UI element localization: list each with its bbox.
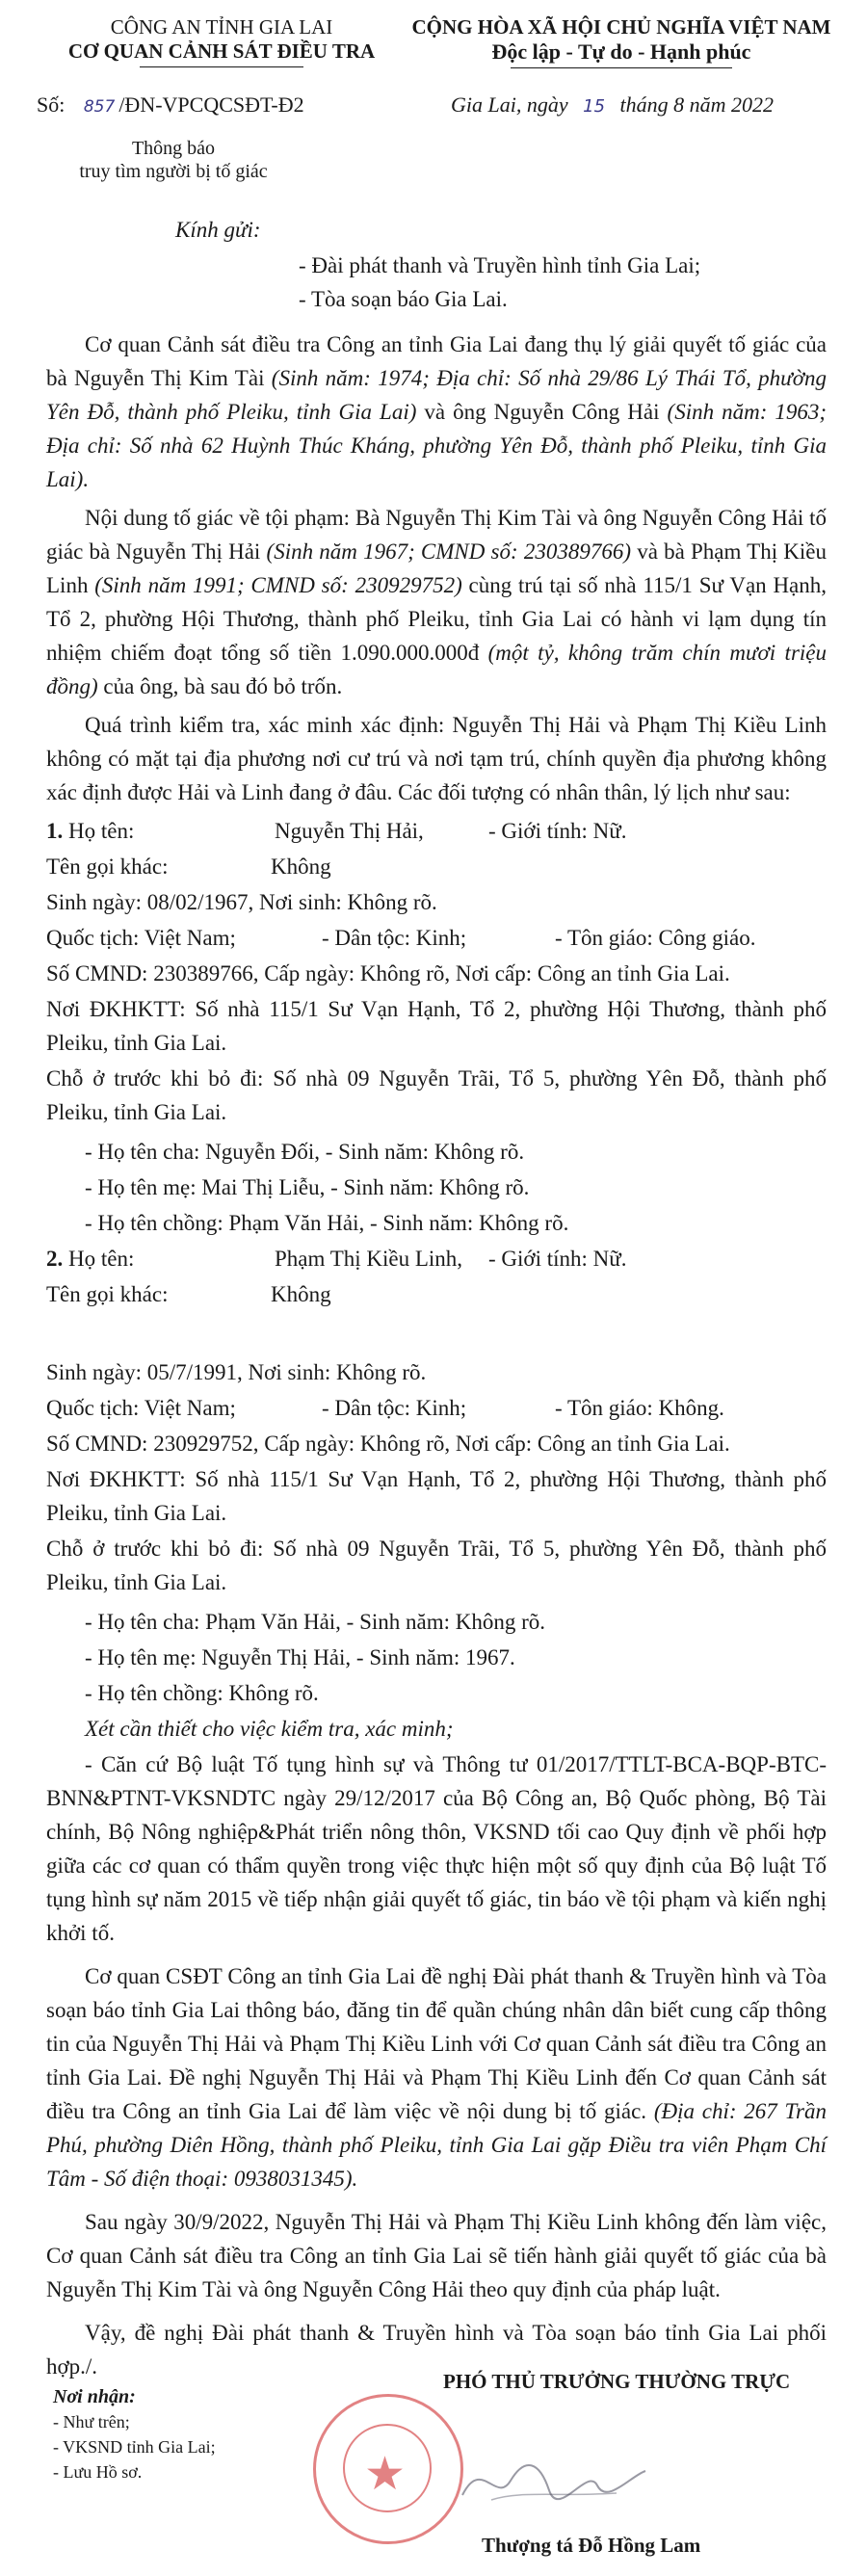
paragraph-request xyxy=(46,1959,827,2195)
person2-father xyxy=(46,1605,827,1641)
recipients-block xyxy=(53,2384,216,2484)
para2-id-linh: (Sinh năm 1991; CMND số: 230929752) xyxy=(94,573,462,597)
person1-father xyxy=(46,1135,827,1170)
para2-text-a: Nội dung tố giác về tội phạm: Bà Nguyễn Thị Kim Tài và ông Nguyễn Công Hải tố giác bà Nguyễn Thị Hải xyxy=(46,506,827,564)
signer-name: Thượng tá Đỗ Hồng Lam xyxy=(482,2534,701,2557)
doc-no-suffix: /ĐN-VPCQCSĐT-Đ2 xyxy=(118,92,304,117)
person2-nationality: Quốc tịch: Việt Nam; xyxy=(46,1396,236,1420)
person1-id-card-text: Số CMND: 230389766, Cấp ngày: Không rõ, Nơi cấp: Công an tỉnh Gia Lai. xyxy=(46,961,730,986)
person2-number: 2. xyxy=(46,1247,64,1271)
para2-text-d: của ông, bà sau đó bỏ trốn. xyxy=(103,674,343,698)
signature-scribble xyxy=(453,2447,655,2514)
national-header xyxy=(381,15,862,68)
person1-number: 1. xyxy=(46,819,64,843)
person1-birth-text: Sinh ngày: 08/02/1967, Nơi sinh: Không rõ. xyxy=(46,890,437,914)
agency-parent: CÔNG AN TỈNH GIA LAI xyxy=(110,15,333,39)
person2-mother-text: - Họ tên mẹ: Nguyễn Thị Hải, - Sinh năm: 1967. xyxy=(85,1645,515,1669)
body-part-1 xyxy=(46,328,827,1313)
person2-id-card xyxy=(46,1427,827,1462)
person1-religion: - Tôn giáo: Công giáo. xyxy=(555,926,756,950)
recipient-radio-tv: - Đài phát thanh và Truyền hình tỉnh Gia Lai; xyxy=(299,253,701,277)
person1-father-text: - Họ tên cha: Nguyễn Đối, - Sinh năm: Không rõ. xyxy=(85,1140,525,1164)
para2-text-b: và bà Phạm Thị Kiều Linh xyxy=(46,539,828,597)
recipient-item: - Như trên; xyxy=(53,2412,130,2431)
person1-alias-label: Tên gọi khác: xyxy=(46,854,169,879)
person1-name-row xyxy=(46,814,827,850)
person2-alias-label: Tên gọi khác: xyxy=(46,1282,169,1306)
paragraph-verification: Quá trình kiểm tra, xác minh xác định: Nguyễn Thị Hải và Phạm Thị Kiều Linh không có mặt tại địa phương nơi cư trú và nơi tạm trú, chính quyền địa phương không xác định được Hải và Linh đang ở đâu. Các đối tượng có nhân thân, lý lịch như sau: xyxy=(46,713,827,804)
recipient-item: - VKSND tỉnh Gia Lai; xyxy=(53,2437,216,2457)
person1-spouse-text: - Họ tên chồng: Phạm Văn Hải, - Sinh năm: Không rõ. xyxy=(85,1211,569,1235)
para1-text-b: và ông Nguyễn Công Hải xyxy=(424,400,660,424)
agency-header xyxy=(19,15,424,67)
country-name: CỘNG HÒA XÃ HỘI CHỦ NGHĨA VIỆT NAM xyxy=(411,15,831,39)
person2-spouse xyxy=(46,1676,827,1712)
paragraph-accusation xyxy=(46,501,827,703)
person2-residence: Nơi ĐKHKTT: Số nhà 115/1 Sư Vạn Hạnh, Tổ 2, phường Hội Thương, thành phố Pleiku, tỉnh Gia Lai. xyxy=(46,1467,827,1525)
person2-name: Phạm Thị Kiều Linh, xyxy=(275,1247,463,1271)
body-part-2 xyxy=(46,1355,827,2383)
salutation-label: Kính gửi: xyxy=(175,218,261,242)
person2-previous-address: Chỗ ở trước khi bỏ đi: Số nhà 09 Nguyễn Trãi, Tổ 5, phường Yên Đỗ, thành phố Pleiku, tỉnh Gia Lai. xyxy=(46,1537,827,1594)
recipients-label: Nơi nhận: xyxy=(53,2386,136,2407)
request-text: Cơ quan CSĐT Công an tỉnh Gia Lai đề nghị Đài phát thanh & Truyền hình và Tòa soạn báo tỉnh Gia Lai thông báo, đăng tin để quần chúng nhân dân biết cung cấp thông tin của Nguyễn Thị Hải và Phạm Thị Kiều Linh với Cơ quan Cảnh sát điều tra Công an tỉnh Gia Lai. Đề nghị Nguyễn Thị Hải và Phạm Thị Kiều Linh đến Cơ quan Cảnh sát điều tra Công an tỉnh Gia Lai để làm việc về nội dung bị tố giác. xyxy=(46,1964,827,2123)
agency-underline xyxy=(140,66,303,67)
person2-name-label: Họ tên: xyxy=(68,1247,135,1271)
person2-alias: Không xyxy=(271,1282,331,1306)
person2-mother xyxy=(46,1641,827,1676)
doc-type: Thông báo xyxy=(131,138,216,159)
para2-text-c: cùng trú tại số nhà 115/1 Sư Vạn Hạnh, Tổ 2, phường Hội Thương, thành phố Pleiku, tỉnh Gia Lai có hành vi lạm dụng tín nhiệm chiếm đoạt tổng số tiền 1.090.000.000đ xyxy=(46,573,828,665)
seal-inner-ring xyxy=(343,2424,432,2512)
agency-name: CƠ QUAN CẢNH SÁT ĐIỀU TRA xyxy=(67,39,376,64)
place-date-prefix: Gia Lai, ngày xyxy=(451,92,568,117)
seal-star-icon: ★ xyxy=(364,2449,407,2500)
consideration-text: Xét cần thiết cho việc kiểm tra, xác minh; xyxy=(85,1717,454,1741)
document-number xyxy=(37,92,304,118)
person2-nationality-row xyxy=(46,1391,827,1427)
person2-alias-row xyxy=(46,1277,827,1313)
person2-spouse-text: - Họ tên chồng: Không rõ. xyxy=(85,1681,319,1705)
paragraph-deadline: Sau ngày 30/9/2022, Nguyễn Thị Hải và Phạm Thị Kiều Linh không đến làm việc, Cơ quan Cảnh sát điều tra Công an tỉnh Gia Lai sẽ tiến hành giải quyết tố giác của bà Nguyễn Thị Kim Tài và ông Nguyễn Công Hải theo quy định của pháp luật. xyxy=(46,2210,827,2301)
person2-id-card-text: Số CMND: 230929752, Cấp ngày: Không rõ, Nơi cấp: Công an tỉnh Gia Lai. xyxy=(46,1432,730,1456)
place-date xyxy=(451,92,774,118)
paragraph-legal-basis: - Căn cứ Bộ luật Tố tụng hình sự và Thông tư 01/2017/TTLT-BCA-BQP-BTC-BNN&PTNT-VKSNDTC ngày 29/12/2017 của Bộ Công an, Bộ Quốc phòng, Bộ Tài chính, Bộ Nông nghiệp&Phát triển nông thôn, VKSND tối cao Quy định về phối hợp giữa các cơ quan có thẩm quyền trong việc thực hiện một số quy định của Bộ luật Tố tụng hình sự năm 2015 về tiếp nhận giải quyết tố giác, tin báo về tội phạm và kiến nghị khởi tố. xyxy=(46,1752,827,1945)
request-contact: (Địa chỉ: 267 Trần Phú, phường Diên Hồng, thành phố Pleiku, tỉnh Gia Lai gặp Điều tra viên Phạm Chí Tâm - Số điện thoại: 0938031345). xyxy=(46,2099,828,2191)
person2-religion: - Tôn giáo: Không. xyxy=(555,1396,724,1420)
person1-alias: Không xyxy=(271,854,331,879)
date-suffix: tháng 8 năm 2022 xyxy=(619,92,775,117)
person1-nationality-row xyxy=(46,921,827,957)
person1-ethnicity: - Dân tộc: Kinh; xyxy=(322,926,467,950)
date-day-handwritten: 15 xyxy=(583,96,606,117)
para2-amount-words: (một tỷ, không trăm chín mươi triệu đồng) xyxy=(46,641,828,698)
person1-mother xyxy=(46,1170,827,1206)
motto: Độc lập - Tự do - Hạnh phúc xyxy=(491,39,751,65)
para1-text-a: Cơ quan Cảnh sát điều tra Công an tỉnh Gia Lai đang thụ lý giải quyết tố giác của bà Nguyễn Thị Kim Tài xyxy=(46,332,827,390)
para1-address-tai: (Sinh năm: 1974; Địa chỉ: Số nhà 29/86 Lý Thái Tổ, phường Yên Đỗ, thành phố Pleiku, tỉnh Gia Lai) xyxy=(46,366,827,424)
person2-birth xyxy=(46,1355,827,1391)
recipient-item: - Lưu Hồ sơ. xyxy=(53,2462,143,2482)
recipient-newspaper: - Tòa soạn báo Gia Lai. xyxy=(299,287,508,311)
signer-position: PHÓ THỦ TRƯỞNG THƯỜNG TRỰC xyxy=(443,2370,791,2393)
person1-id-card xyxy=(46,957,827,992)
person2-father-text: - Họ tên cha: Phạm Văn Hải, - Sinh năm: Không rõ. xyxy=(85,1610,546,1634)
person1-nationality: Quốc tịch: Việt Nam; xyxy=(46,926,236,950)
document-title xyxy=(29,137,318,183)
para1-address-hai: (Sinh năm: 1963; Địa chỉ: Số nhà 62 Huỳnh Thúc Kháng, phường Yên Đỗ, thành phố Pleiku, tỉnh Gia Lai). xyxy=(46,400,828,491)
salutation-recipients xyxy=(299,249,700,316)
motto-underline xyxy=(511,67,732,68)
paragraph-closing: Vậy, đề nghị Đài phát thanh & Truyền hình và Tòa soạn báo tỉnh Gia Lai phối hợp./. xyxy=(46,2321,827,2379)
paragraph-case-intro xyxy=(46,328,827,496)
person2-birth-text: Sinh ngày: 05/7/1991, Nơi sinh: Không rõ. xyxy=(46,1360,427,1384)
person1-previous-address: Chỗ ở trước khi bỏ đi: Số nhà 09 Nguyễn Trãi, Tổ 5, phường Yên Đỗ, thành phố Pleiku, tỉnh Gia Lai. xyxy=(46,1066,827,1124)
person1-mother-text: - Họ tên mẹ: Mai Thị Liễu, - Sinh năm: Không rõ. xyxy=(85,1175,530,1199)
para2-id-hai: (Sinh năm 1967; CMND số: 230389766) xyxy=(266,539,632,564)
person1-gender: - Giới tính: Nữ. xyxy=(488,819,627,843)
person1-name-label: Họ tên: xyxy=(68,819,135,843)
person1-alias-row xyxy=(46,850,827,885)
doc-no-handwritten: 857 xyxy=(83,97,116,117)
person1-spouse xyxy=(46,1206,827,1242)
person2-name-row xyxy=(46,1242,827,1277)
person1-residence: Nơi ĐKHKTT: Số nhà 115/1 Sư Vạn Hạnh, Tổ 2, phường Hội Thương, thành phố Pleiku, tỉnh Gia Lai. xyxy=(46,997,827,1055)
person1-birth xyxy=(46,885,827,921)
person2-ethnicity: - Dân tộc: Kinh; xyxy=(322,1396,467,1420)
consideration xyxy=(46,1712,827,1748)
person2-gender: - Giới tính: Nữ. xyxy=(488,1247,627,1271)
official-seal xyxy=(313,2394,463,2544)
doc-subject: truy tìm người bị tố giác xyxy=(79,161,268,182)
person1-name: Nguyễn Thị Hải, xyxy=(275,819,424,843)
doc-no-label: Số: xyxy=(37,92,66,117)
